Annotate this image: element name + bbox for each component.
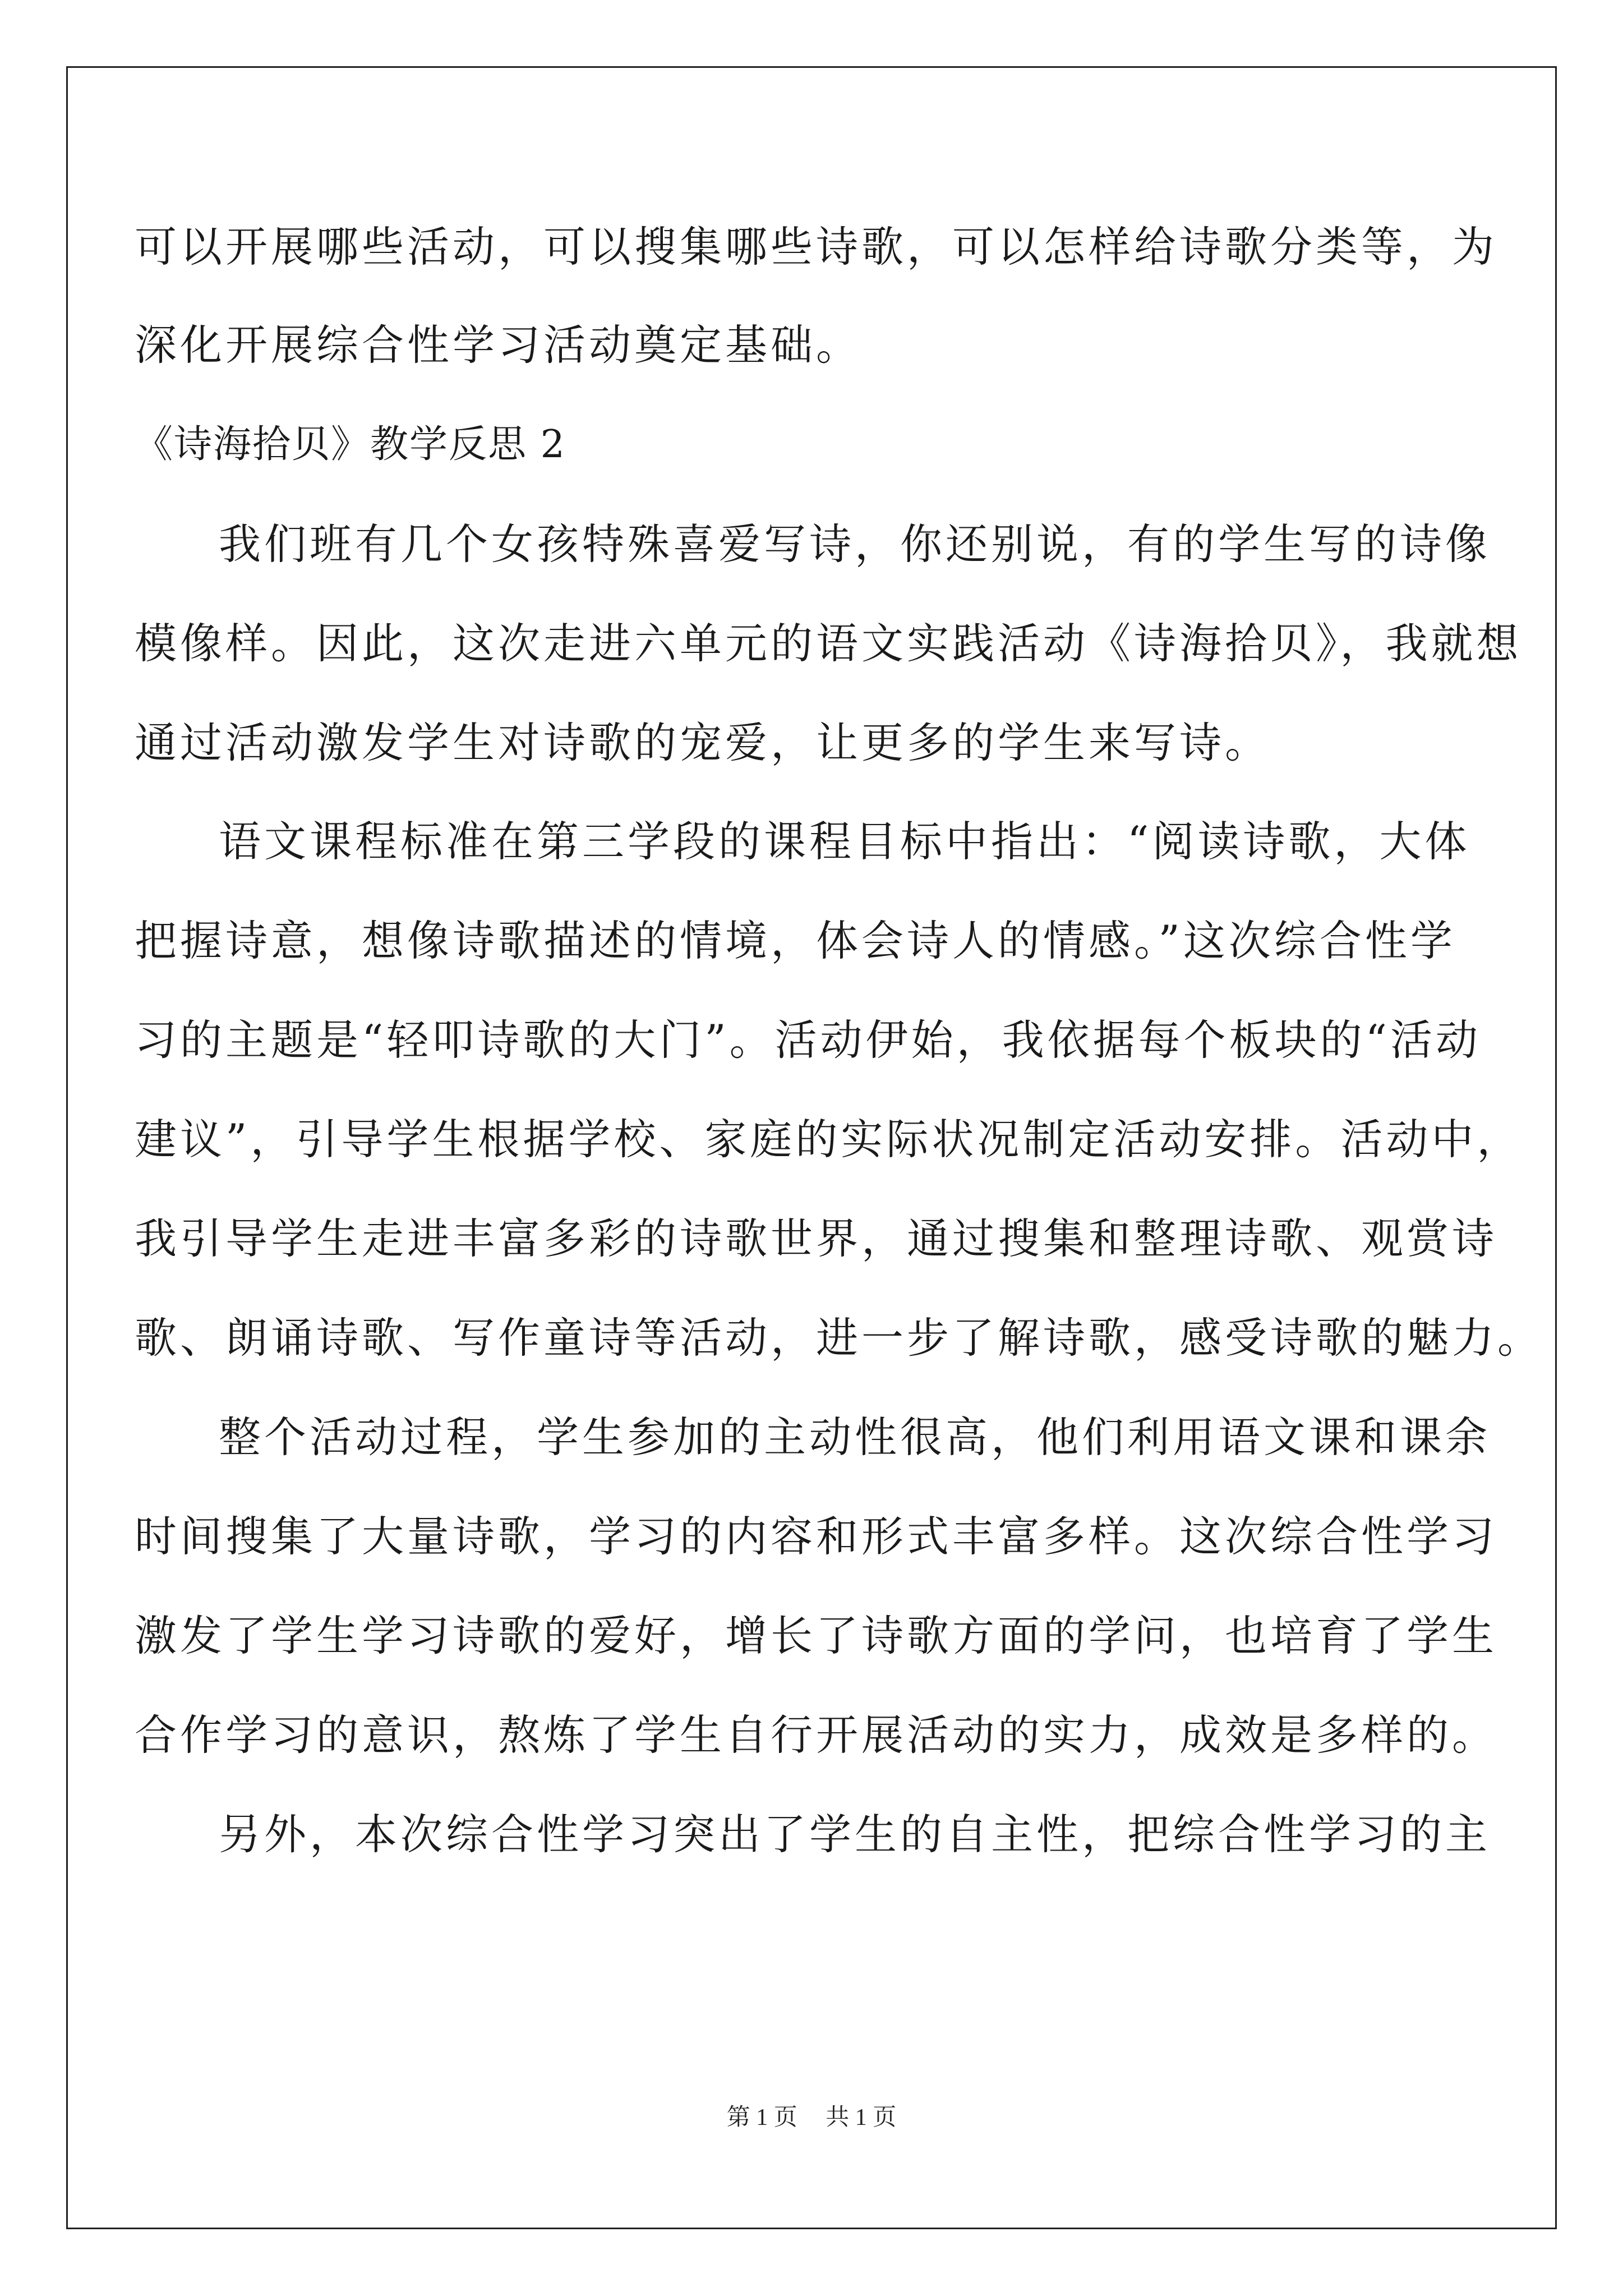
text-line: 另外，本次综合性学习突出了学生的自主性，把综合性学习的主 (219, 1810, 1491, 1859)
text-line: 合作学习的意识，熬炼了学生自行开展活动的实力，成效是多样的。 (135, 1710, 1498, 1760)
section-heading: 《诗海拾贝》教学反思 2 (135, 422, 566, 467)
text-line: 我们班有几个女孩特殊喜爱写诗，你还别说，有的学生写的诗像 (219, 519, 1491, 569)
text-line: 激发了学生学习诗歌的爱好，增长了诗歌方面的学问，也培育了学生 (135, 1611, 1498, 1660)
text-line: 时间搜集了大量诗歌，学习的内容和形式丰富多样。这次综合性学习 (135, 1512, 1498, 1561)
text-line: 建议”，引导学生根据学校、家庭的实际状况制定活动安排。活动中， (135, 1115, 1523, 1164)
text-line: 通过活动激发学生对诗歌的宠爱，让更多的学生来写诗。 (135, 718, 1271, 767)
text-line: 把握诗意，想像诗歌描述的情境，体会诗人的情感。”这次综合性学 (135, 916, 1456, 965)
text-line: 习的主题是“轻叩诗歌的大门”。活动伊始，我依据每个板块的“活动 (135, 1015, 1482, 1065)
text-line: 我引导学生走进丰富多彩的诗歌世界，通过搜集和整理诗歌、观赏诗 (135, 1214, 1498, 1263)
text-line: 歌、朗诵诗歌、写作童诗等活动，进一步了解诗歌，感受诗歌的魅力。 (135, 1313, 1543, 1363)
text-line: 模像样。因此，这次走进六单元的语文实践活动《诗海拾贝》，我就想 (135, 619, 1522, 668)
page-total: 共 1 页 (826, 2105, 897, 2131)
text-line: 可以开展哪些活动，可以搜集哪些诗歌，可以怎样给诗歌分类等，为 (135, 222, 1498, 272)
text-line: 整个活动过程，学生参加的主动性很高，他们利用语文课和课余 (219, 1412, 1491, 1462)
page-number: 第 1 页 (726, 2105, 797, 2131)
text-line: 语文课程标准在第三学段的课程目标中指出：“阅读诗歌，大体 (219, 817, 1470, 866)
text-line: 深化开展综合性学习活动奠定基础。 (135, 320, 862, 370)
page-footer (0, 2101, 1623, 2134)
